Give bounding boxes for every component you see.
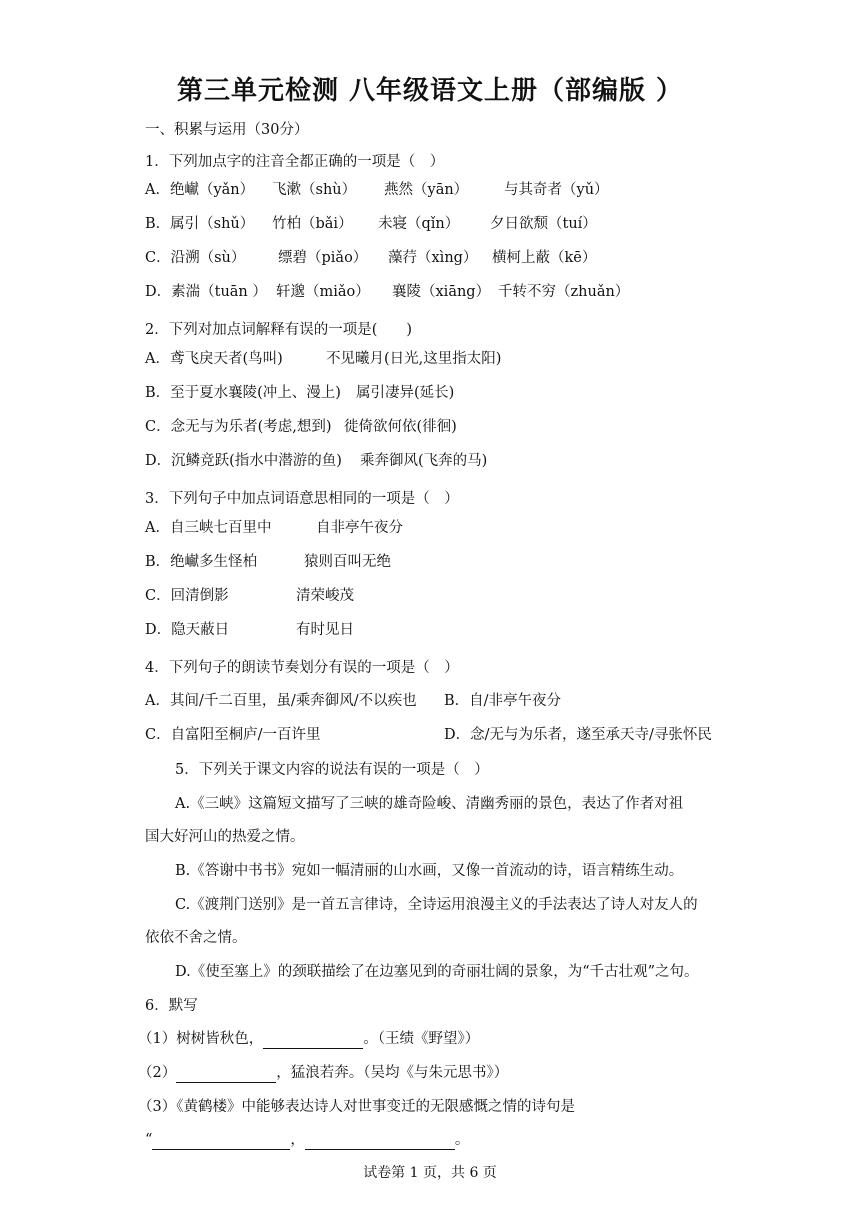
question-6-stem: 6．默写 — [145, 998, 198, 1014]
q2-option-b-1: B．至于夏水襄陵(冲上、漫上) — [145, 385, 341, 401]
q1-option-d-4: 千转不穷（zhuǎn） — [498, 284, 630, 300]
q6-item-1 — [138, 1029, 479, 1049]
q2-option-d-1: D．沉鳞竞跃(指水中潜游的鱼) — [145, 453, 342, 469]
q6-item-3: （3）《黄鹤楼》中能够表达诗人对世事变迁的无限感慨之情的诗句是 — [138, 1099, 575, 1115]
comma: ， — [290, 1132, 305, 1148]
q1-option-b-4: 夕日欲颓（tuí） — [490, 216, 597, 232]
q1-option-d-1: D．素湍（tuān ） — [145, 284, 267, 300]
q5-option-d: D.《使至塞上》的颈联描绘了在边塞见到的奇丽壮阔的景象，为“千古壮观”之句。 — [175, 964, 699, 980]
question-3-stem: 3．下列句子中加点词语意思相同的一项是（ ） — [145, 491, 459, 507]
page-title: 第三单元检测 八年级语文上册（部编版 ） — [176, 76, 684, 106]
question-1-stem: 1．下列加点字的注音全都正确的一项是（ ） — [145, 154, 445, 170]
q1-option-b-2: 竹柏（bǎi） — [272, 216, 353, 232]
q6-item-1-suffix: 。（王绩《野望》） — [363, 1031, 480, 1047]
q5-option-c-line-2: 依依不舍之情。 — [145, 930, 247, 946]
q1-option-c-4: 横柯上蔽（kē） — [492, 250, 597, 266]
page-footer: 试卷第 1 页，共 6 页 — [363, 1165, 497, 1181]
q1-option-b-1: B．属引（shǔ） — [145, 216, 255, 232]
q6-item-2-suffix: ，猛浪若奔。（吴均《与朱元思书》） — [276, 1065, 509, 1081]
q4-option-b: B．自/非亭午夜分 — [444, 693, 562, 709]
q5-option-a-line-2: 国大好河山的热爱之情。 — [145, 829, 305, 845]
q1-option-a-1: A．绝𪩘（yǎn） — [145, 182, 255, 198]
q1-option-d-2: 轩邈（miǎo） — [276, 284, 370, 300]
q6-item-2-prefix: （2） — [138, 1065, 177, 1081]
q1-option-c-1: C．沿溯（sù） — [145, 250, 246, 266]
q3-option-b-1: B．绝𪩘多生怪柏 — [145, 554, 258, 570]
q2-option-a-1: A．鸢飞戾天者(鸟叫) — [145, 351, 283, 367]
q5-option-a-line-1: A.《三峡》这篇短文描写了三峡的雄奇险峻、清幽秀丽的景色，表达了作者对祖 — [175, 796, 684, 812]
q3-option-a-2: 自非亭午夜分 — [316, 520, 403, 536]
q4-option-c: C．自富阳至桐庐/一百许里 — [145, 727, 321, 743]
q3-option-d-2: 有时见日 — [296, 622, 354, 638]
q3-option-b-2: 猿则百叫无绝 — [304, 554, 391, 570]
q1-option-a-2: 飞漱（shù） — [272, 182, 357, 198]
question-5-stem: 5．下列关于课文内容的说法有误的一项是（ ） — [175, 762, 489, 778]
q5-option-c-line-1: C.《渡荆门送别》是一首五言律诗，全诗运用浪漫主义的手法表达了诗人对友人的 — [175, 897, 698, 913]
q3-option-a-1: A．自三峡七百里中 — [145, 520, 272, 536]
q6-item-1-prefix: （1）树树皆秋色， — [138, 1031, 264, 1047]
q1-option-a-4: 与其奇者（yǔ） — [504, 182, 609, 198]
q4-option-a: A．其间/千二百里，虽/乘奔御风/不以疾也 — [145, 693, 417, 709]
q1-option-a-3: 燕然（yān） — [384, 182, 469, 198]
q1-option-c-2: 缥碧（piǎo） — [278, 250, 368, 266]
q1-option-d-3: 襄陵（xiāng） — [392, 284, 491, 300]
q1-option-b-3: 未寝（qǐn） — [378, 216, 460, 232]
q3-option-c-2: 清荣峻茂 — [296, 588, 354, 604]
q2-option-b-2: 属引凄异(延长) — [356, 385, 455, 401]
question-2-stem: 2．下列对加点词解释有误的一项是( ) — [145, 322, 413, 338]
section-heading: 一、积累与运用（30分） — [145, 122, 309, 138]
q3-option-d-1: D．隐天蔽日 — [145, 622, 230, 638]
q2-option-d-2: 乘奔御风(飞奔的马) — [360, 453, 488, 469]
answer-blank-2[interactable] — [176, 1066, 276, 1083]
answer-blank-1[interactable] — [263, 1032, 363, 1049]
q6-item-2 — [138, 1063, 508, 1083]
q5-option-b: B.《答谢中书书》宛如一幅清丽的山水画，又像一首流动的诗，语言精练生动。 — [175, 863, 684, 879]
answer-blank-3[interactable] — [152, 1133, 290, 1150]
period: 。 — [454, 1132, 470, 1148]
question-4-stem: 4．下列句子的朗读节奏划分有误的一项是（ ） — [145, 660, 459, 676]
q2-option-c-2: 徙倚欲何依(徘徊) — [344, 419, 457, 435]
q3-option-c-1: C．回清倒影 — [145, 588, 229, 604]
q1-option-c-3: 藻荇（xìng） — [388, 250, 478, 266]
q4-option-d: D．念/无与为乐者，遂至承天寺/寻张怀民 — [444, 727, 712, 743]
q2-option-c-1: C．念无与为乐者(考虑,想到) — [145, 419, 332, 435]
q2-option-a-2: 不见曦月(日光,这里指太阳) — [326, 351, 502, 367]
answer-blank-4[interactable] — [305, 1133, 455, 1150]
q6-item-3-answer — [145, 1130, 469, 1150]
open-quote: “ — [145, 1132, 153, 1148]
